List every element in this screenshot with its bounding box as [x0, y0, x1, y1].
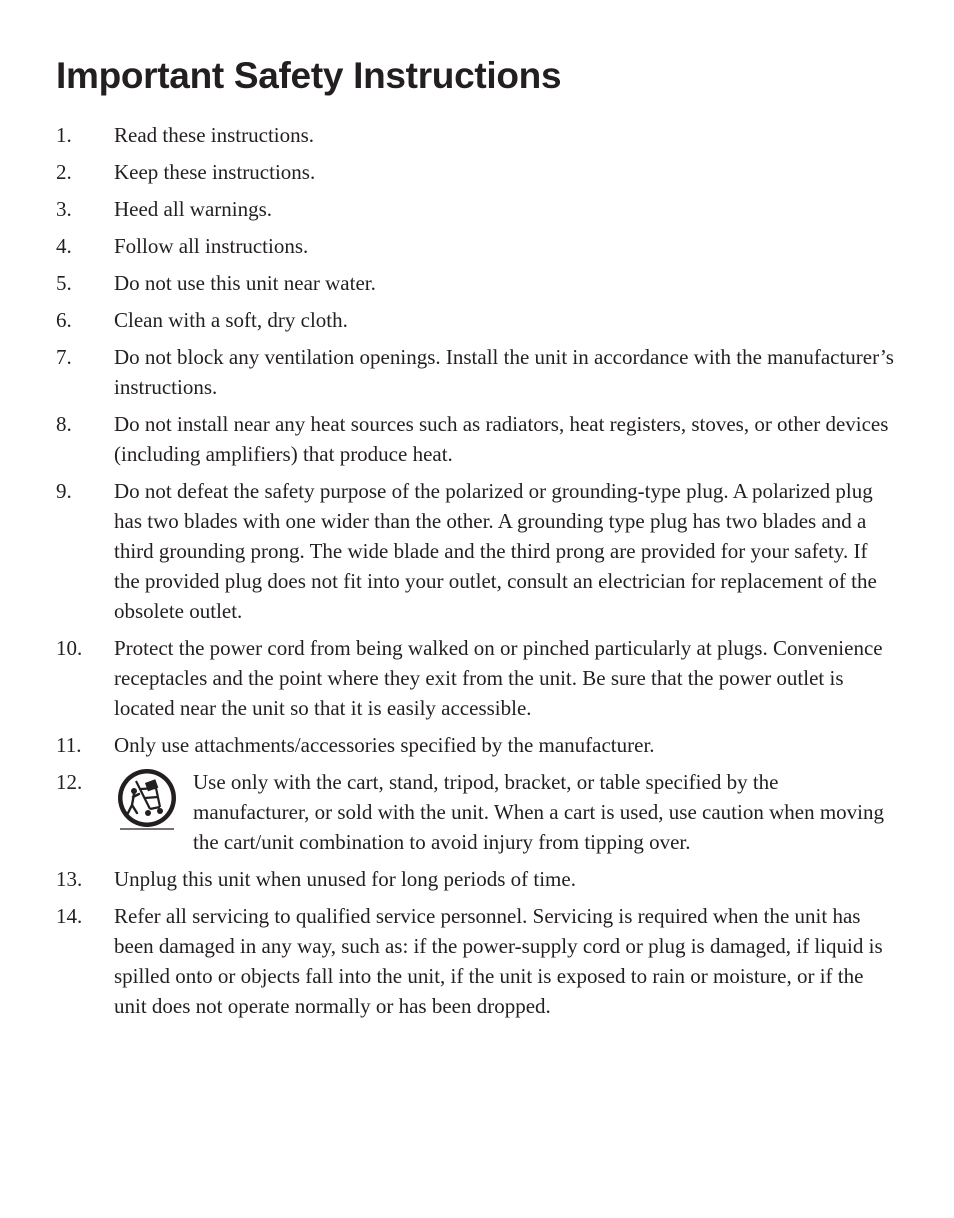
list-item	[56, 901, 898, 1021]
list-item	[56, 194, 898, 224]
item-number: 6.	[56, 308, 72, 332]
item-text: Keep these instructions.	[114, 160, 316, 184]
item-number: 7.	[56, 345, 72, 369]
item-number: 4.	[56, 234, 72, 258]
item-text: Heed all warnings.	[114, 197, 273, 221]
page-title: Important Safety Instructions	[56, 55, 562, 96]
item-text: Protect the power cord from being walked on or pinched particularly at plugs. Convenience receptacles and the point where they exit from the unit. Be sure that the power outlet is located near the unit so that it is easily accessible.	[114, 636, 883, 720]
list-item	[56, 767, 898, 857]
item-number: 1.	[56, 123, 72, 147]
item-text: Refer all servicing to qualified service personnel. Servicing is required when the unit has been damaged in any way, such as: if the power-supply cord or plug is damaged, if liquid is spilled onto or objects fall into the unit, if the unit is exposed to rain or moisture, or if the unit does not operate normally or has been dropped.	[114, 904, 883, 1018]
list-item	[56, 157, 898, 187]
item-number: 3.	[56, 197, 72, 221]
item-text: Follow all instructions.	[114, 234, 309, 258]
item-number: 13.	[56, 867, 83, 891]
list-item	[56, 633, 898, 723]
list-item	[56, 409, 898, 469]
item-number: 14.	[56, 904, 83, 928]
list-item	[56, 120, 898, 150]
item-number: 9.	[56, 479, 72, 503]
item-text: Clean with a soft, dry cloth.	[114, 308, 348, 332]
list-item	[56, 476, 898, 626]
item-number: 11.	[56, 733, 82, 757]
instruction-list	[56, 120, 898, 1021]
page	[56, 52, 898, 1028]
item-number: 12.	[56, 770, 83, 794]
list-item	[56, 730, 898, 760]
item-text: Unplug this unit when unused for long periods of time.	[114, 867, 576, 891]
list-item	[56, 305, 898, 335]
list-item	[56, 268, 898, 298]
item-text: Read these instructions.	[114, 123, 315, 147]
cart-warning-block	[114, 767, 898, 857]
item-text: Do not use this unit near water.	[114, 271, 376, 295]
item-number: 5.	[56, 271, 72, 295]
list-item	[56, 342, 898, 402]
item-number: 8.	[56, 412, 72, 436]
cart-tip-over-warning-icon	[114, 767, 193, 857]
item-text: Do not defeat the safety purpose of the polarized or grounding-type plug. A polarized plug has two blades with one wider than the other. A grounding type plug has two blades and a third grounding prong. The wide blade and the third prong are provided for your safety. If the provided plug does not fit into your outlet, consult an electrician for replacement of the obsolete outlet.	[114, 479, 877, 623]
item-text: Do not block any ventilation openings. Install the unit in accordance with the manufacturer’s instructions.	[114, 345, 894, 399]
item-text: Use only with the cart, stand, tripod, bracket, or table specified by the manufacturer, or sold with the unit. When a cart is used, use caution when moving the cart/unit combination to avoid injury from tipping over.	[193, 770, 885, 854]
item-number: 10.	[56, 636, 83, 660]
item-text: Only use attachments/accessories specified by the manufacturer.	[114, 733, 655, 757]
item-text: Do not install near any heat sources such as radiators, heat registers, stoves, or other devices (including amplifiers) that produce heat.	[114, 412, 889, 466]
list-item	[56, 864, 898, 894]
item-number: 2.	[56, 160, 72, 184]
list-item	[56, 231, 898, 261]
